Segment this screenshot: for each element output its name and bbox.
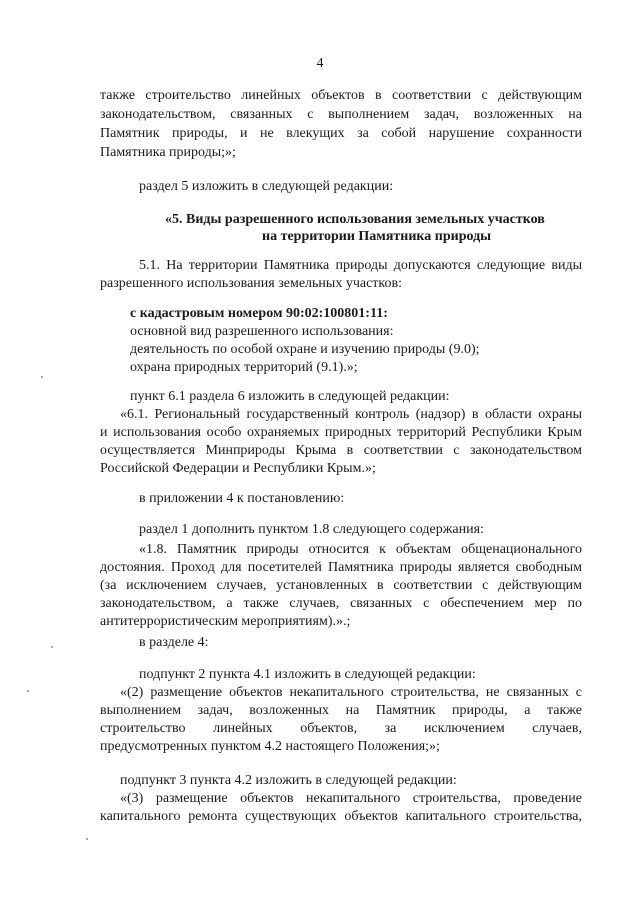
text-line: достояния. Проход для посетителей Памятника природы является свободным	[100, 560, 582, 575]
scan-speck	[27, 690, 29, 692]
text-line: пункт 6.1 раздела 6 изложить в следующей редакции:	[130, 389, 450, 404]
scan-speck	[41, 376, 43, 378]
text-line: и использования особо охраняемых природных территорий Республики Крым	[100, 425, 582, 440]
text-line: законодательством, а также случаев, связанных с обеспечением мер по	[100, 596, 582, 611]
text-line: осуществляется Минприроды Крыма в соответствии с законодательством	[100, 443, 582, 458]
text-line: деятельность по особой охране и изучению природы (9.0);	[130, 342, 480, 357]
text-line: предусмотренных пунктом 4.2 настоящего Положения;»;	[100, 739, 440, 754]
text-line: раздел 1 дополнить пунктом 1.8 следующего содержания:	[139, 522, 484, 537]
text-line: охрана природных территорий (9.1).»;	[130, 360, 358, 375]
text-line: «5. Виды разрешенного использования земельных участков	[165, 212, 545, 227]
text-line: на территории Памятника природы	[262, 229, 492, 244]
text-line: строительство линейных объектов, за исключением случаев,	[100, 721, 582, 736]
text-line: раздел 5 изложить в следующей редакции:	[139, 179, 394, 194]
text-line: разрешенного использования земельных участков:	[100, 276, 402, 291]
text-line: Памятника природы;»;	[100, 145, 236, 160]
text-line: антитеррористическим мероприятиям).».;	[100, 614, 351, 629]
text-line: с кадастровым номером 90:02:100801:11:	[130, 306, 388, 321]
text-line: подпункт 2 пункта 4.1 изложить в следующей редакции:	[139, 667, 476, 682]
page-number: 4	[316, 56, 324, 71]
text-line: законодательством, связанных с выполнением задач, возложенных на	[100, 107, 582, 122]
text-line: также строительство линейных объектов в соответствии с действующим	[100, 88, 582, 103]
text-line: «(3) размещение объектов некапитального строительства, проведение	[120, 791, 582, 806]
text-line: в приложении 4 к постановлению:	[139, 491, 345, 506]
text-line: выполнением задач, возложенных на Памятник природы, а также	[100, 703, 582, 718]
text-line: Памятник природы, и не влекущих за собой нарушение сохранности	[100, 126, 582, 141]
scan-speck	[51, 646, 53, 648]
text-line: «1.8. Памятник природы относится к объектам общенационального	[139, 542, 582, 557]
text-line: Российской Федерации и Республики Крым.»;	[100, 461, 376, 476]
text-line: капитального ремонта существующих объектов капитального строительства,	[100, 809, 582, 824]
text-line: в разделе 4:	[139, 635, 209, 650]
text-line: 5.1. На территории Памятника природы допускаются следующие виды	[139, 258, 582, 273]
text-line: «(2) размещение объектов некапитального строительства, не связанных с	[120, 685, 582, 700]
scan-speck	[86, 838, 88, 840]
text-line: (за исключением случаев, установленных в соответствии с действующим	[100, 578, 582, 593]
text-line: «6.1. Региональный государственный контроль (надзор) в области охраны	[120, 407, 582, 422]
text-line: подпункт 3 пункта 4.2 изложить в следующей редакции:	[120, 773, 457, 788]
text-line: основной вид разрешенного использования:	[130, 324, 394, 339]
